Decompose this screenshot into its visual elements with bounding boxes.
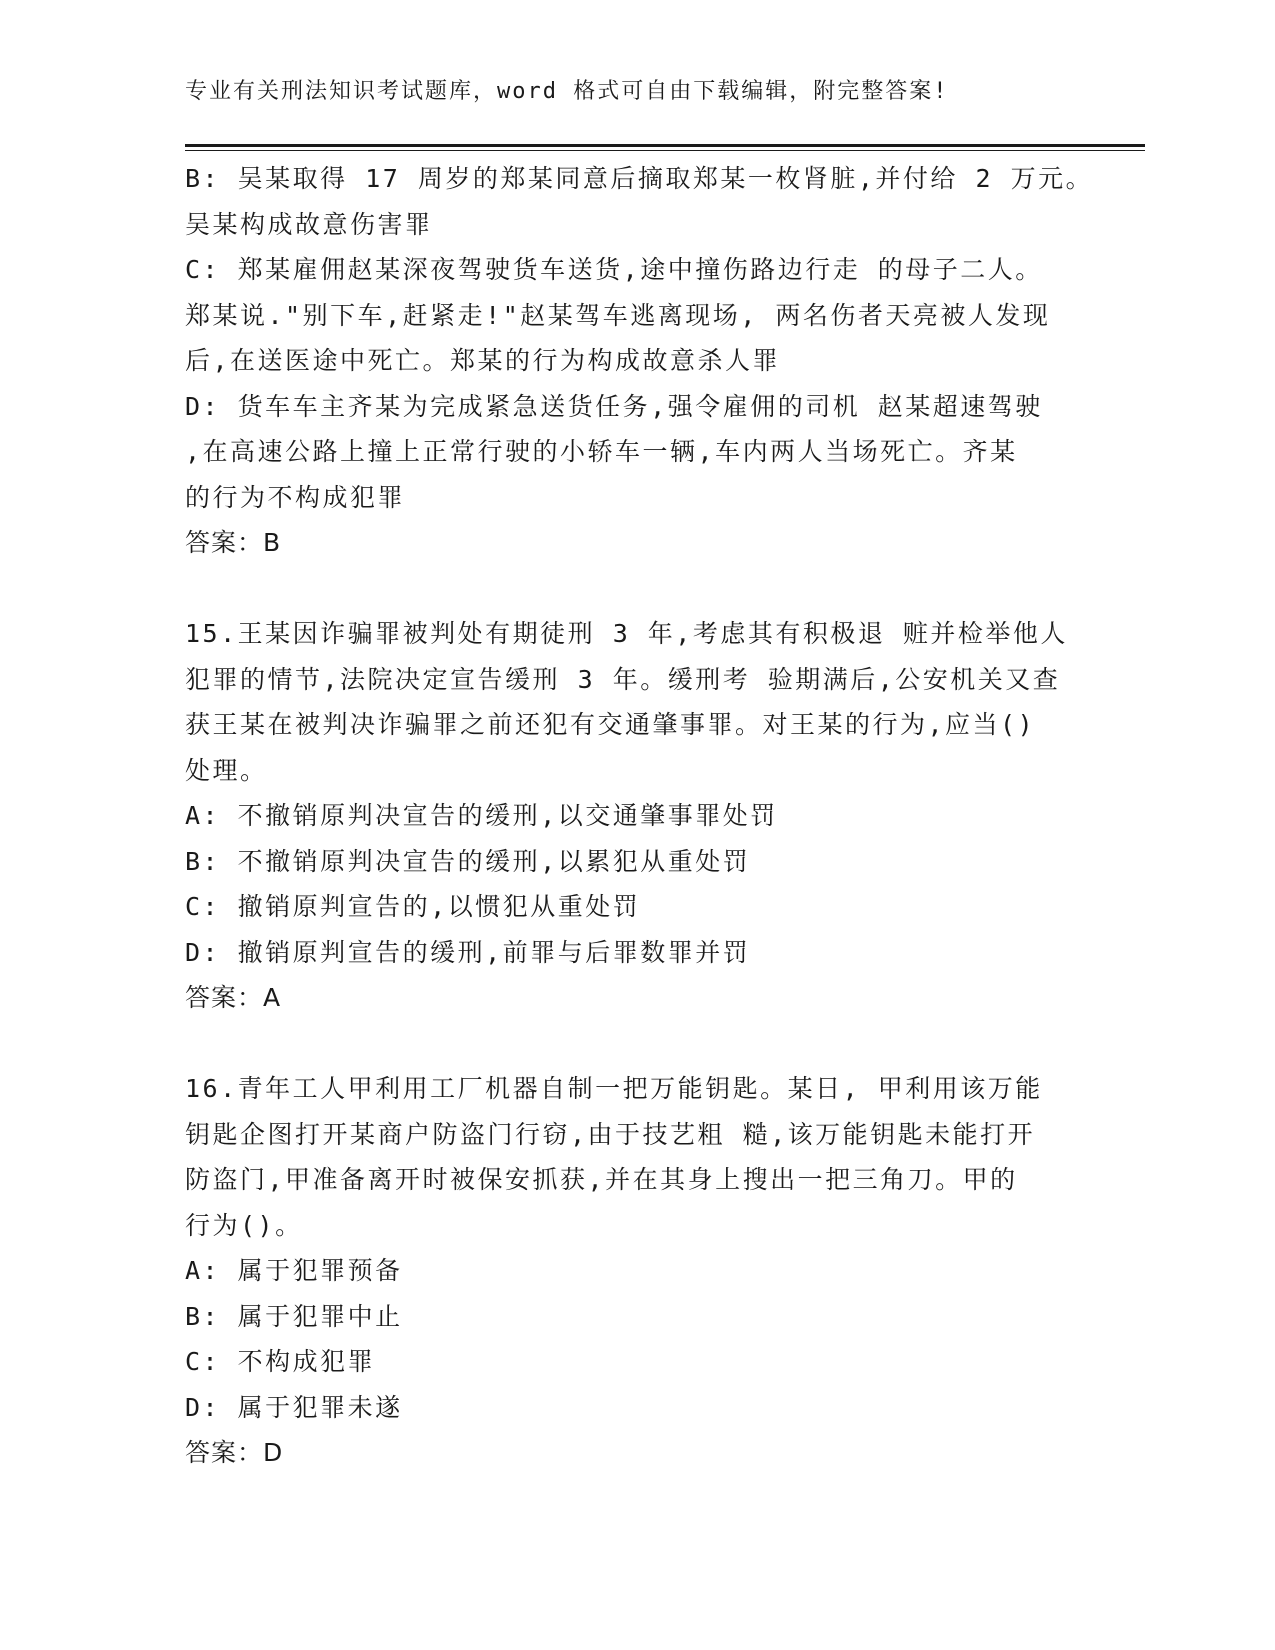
header-rule-thin [185, 150, 1145, 151]
question-text-cont: 钥匙企图打开某商户防盗门行窃,由于技艺粗 糙,该万能钥匙未能打开 [185, 1119, 1036, 1149]
option-b-text: B: 不撤销原判决宣告的缓刑,以累犯从重处罚 [185, 846, 751, 876]
option-c-text: C: 撤销原判宣告的,以惯犯从重处罚 [185, 892, 641, 921]
question-text-cont: 犯罪的情节,法院决定宣告缓刑 3 年。缓刑考 验期满后,公安机关又查 [185, 664, 1061, 694]
question-text-cont: 获王某在被判决诈骗罪之前还犯有交通肇事罪。对王某的行为,应当() [185, 710, 1036, 739]
option-c-text-cont: 郑某说."别下车,赶紧走!"赵某驾车逃离现场, 两名伤者天亮被人发现 [185, 300, 1051, 330]
option-c-text: C: 郑某雇佣赵某深夜驾驶货车送货,途中撞伤路边行走 的母子二人。 [185, 255, 1043, 284]
question-text-cont: 行为()。 [185, 1210, 303, 1240]
answer-line: 答案：A [185, 983, 282, 1012]
question-text: 15.王某因诈骗罪被判处有期徒刑 3 年,考虑其有积极退 赃并检举他人 [185, 619, 1068, 648]
block-spacer [185, 566, 1065, 612]
option-d-text-cont: ,在高速公路上撞上正常行驶的小轿车一辆,车内两人当场死亡。齐某 [185, 437, 1018, 466]
option-b-text-cont: 吴某构成故意伤害罪 [185, 209, 433, 239]
question-block [185, 611, 1068, 1021]
question-text-cont: 防盗门,甲准备离开时被保安抓获,并在其身上搜出一把三角刀。甲的 [185, 1165, 1018, 1194]
option-c-text: C: 不构成犯罪 [185, 1347, 376, 1376]
answer-line: 答案：B [185, 528, 282, 557]
question-block [185, 1066, 1065, 1476]
document-header: 专业有关刑法知识考试题库，word 格式可自由下载编辑，附完整答案! [185, 79, 949, 104]
question-text: 16.青年工人甲利用工厂机器自制一把万能钥匙。某日, 甲利用该万能 [185, 1074, 1043, 1103]
question-text-cont: 处理。 [185, 755, 268, 785]
block-spacer [185, 1021, 1065, 1067]
option-d-text: D: 撤销原判宣告的缓刑,前罪与后罪数罪并罚 [185, 937, 751, 967]
option-d-text-cont: 的行为不构成犯罪 [185, 482, 406, 512]
option-b-text: B: 属于犯罪中止 [185, 1301, 403, 1331]
header-rule-thick [185, 144, 1145, 147]
option-b-text: B: 吴某取得 17 周岁的郑某同意后摘取郑某一枚肾脏,并付给 2 万元。 [185, 164, 1094, 193]
option-d-text: D: 属于犯罪未遂 [185, 1392, 403, 1422]
answer-line: 答案：D [185, 1438, 284, 1467]
option-a-text: A: 不撤销原判决宣告的缓刑,以交通肇事罪处罚 [185, 801, 778, 830]
question-block [185, 156, 1094, 566]
document-body [185, 156, 1094, 1476]
option-c-text-cont: 后,在送医途中死亡。郑某的行为构成故意杀人罪 [185, 346, 781, 375]
option-a-text: A: 属于犯罪预备 [185, 1256, 403, 1285]
option-d-text: D: 货车车主齐某为完成紧急送货任务,强令雇佣的司机 赵某超速驾驶 [185, 391, 1043, 421]
